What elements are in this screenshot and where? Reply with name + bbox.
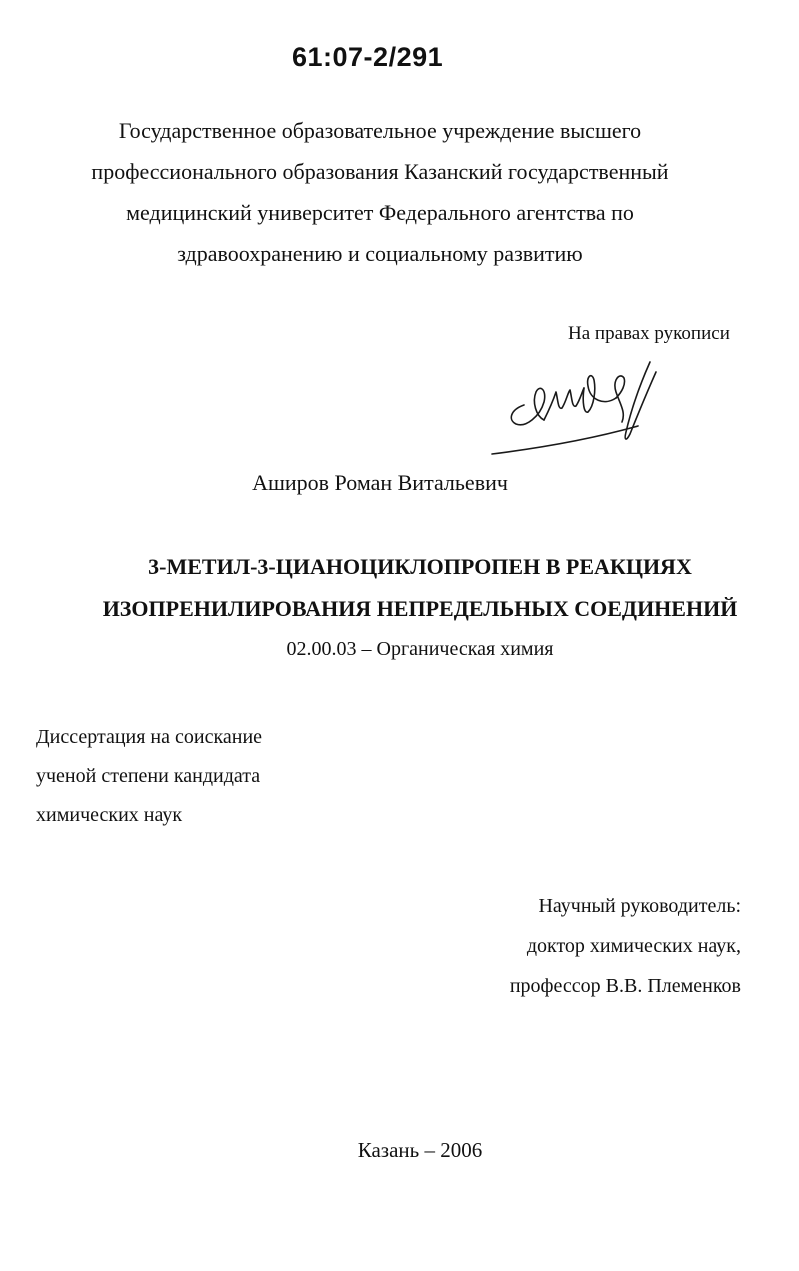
dissertation-title [40,546,799,630]
degree-line: Диссертация на соискание [36,726,263,748]
catalog-number: 61:07-2/291 [292,42,444,72]
place-and-year: Казань – 2006 [357,1138,483,1162]
degree-statement [36,718,262,835]
title-line: 3-МЕТИЛ-3-ЦИАНОЦИКЛОПРОПЕН В РЕАКЦИЯХ [148,554,692,579]
institution-line: здравоохранению и социальному развитию [177,241,583,266]
scientific-supervisor [510,886,741,1006]
institution-name [60,110,700,274]
supervisor-line: доктор химических наук, [526,935,741,957]
degree-line: ученой степени кандидата [36,765,261,787]
title-line: ИЗОПРЕНИЛИРОВАНИЯ НЕПРЕДЕЛЬНЫХ СОЕДИНЕНИЙ [102,596,738,621]
degree-line: химических наук [36,804,183,826]
supervisor-line: Научный руководитель: [538,895,741,917]
institution-line: Государственное образовательное учреждение высшего [118,118,642,143]
specialty-code: 02.00.03 – Органическая химия [286,638,554,660]
author-signature [470,350,690,460]
manuscript-rights-note: На правах рукописи [568,323,730,344]
supervisor-line: профессор В.В. Племенков [509,975,741,997]
author-name: Аширов Роман Витальевич [252,470,508,495]
institution-line: медицинский университет Федерального агентства по [126,200,634,225]
institution-line: профессионального образования Казанский государственный [91,159,669,184]
